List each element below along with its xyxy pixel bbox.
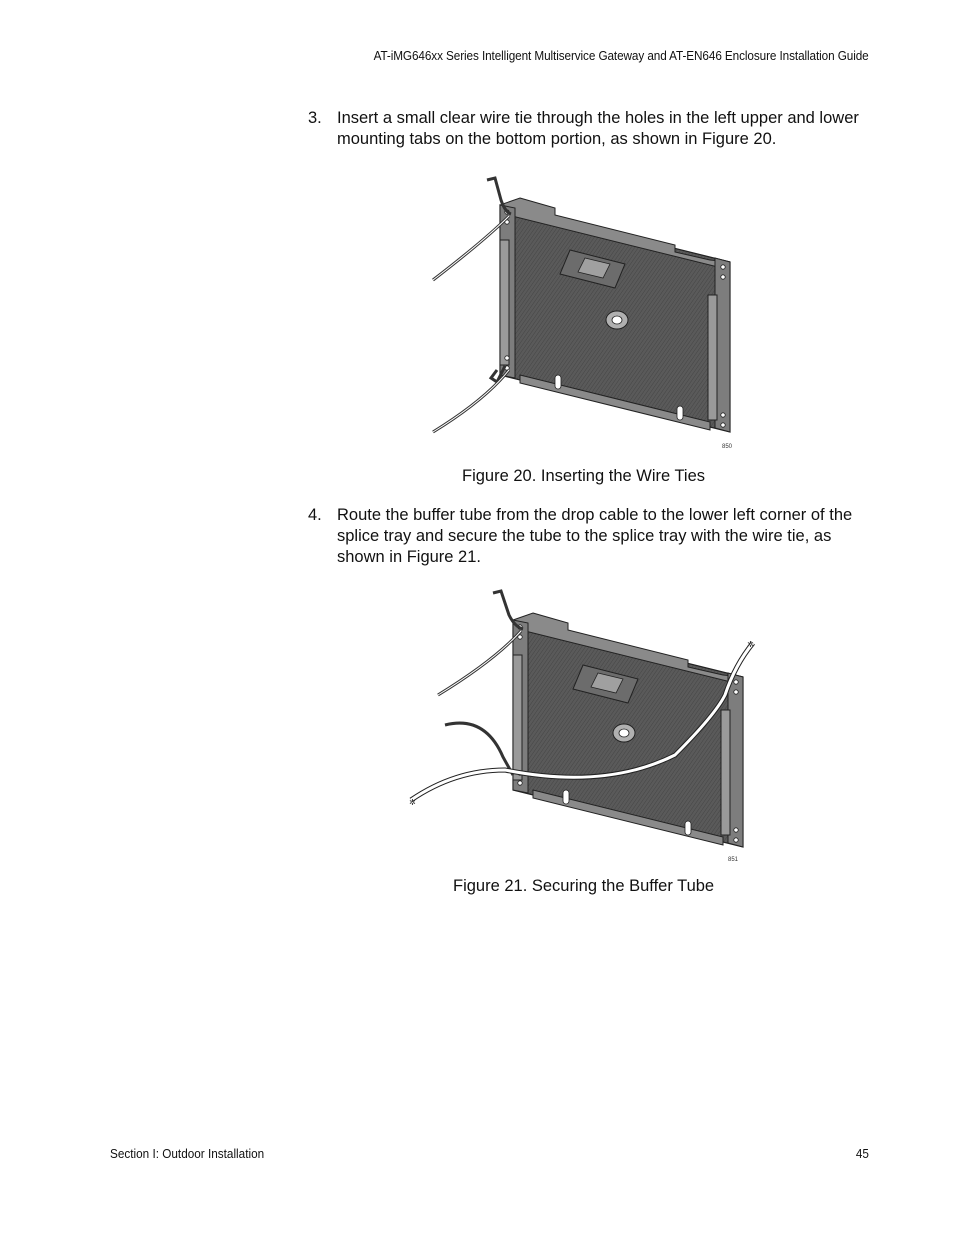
right-rail	[721, 710, 730, 835]
step-number: 3.	[308, 109, 322, 127]
left-rail	[500, 240, 509, 365]
page-number: 45	[855, 1147, 869, 1161]
running-header: AT-iMG646xx Series Intelligent Multiservice Gateway and AT-EN646 Enclosure Installation Guide	[373, 49, 869, 63]
lower-wire-tie	[445, 723, 513, 775]
figure-20-wire-ties-illustration	[425, 170, 755, 455]
right-rail	[708, 295, 717, 420]
step-text: Insert a small clear wire tie through the holes in the left upper and lower mounting tabs on the bottom portion, as shown in Figure 20.	[337, 109, 859, 148]
svg-text:✲: ✲	[747, 640, 754, 649]
left-rail	[513, 655, 522, 780]
upper-wire-tie	[438, 591, 523, 695]
step-text: Route the buffer tube from the drop cable to the lower left corner of the splice tray and secure the tube to the splice tray with the wire tie, as shown in Figure 21.	[337, 506, 853, 566]
upper-wire-tie	[433, 178, 511, 280]
figure-21-caption: Figure 21. Securing the Buffer Tube	[453, 877, 715, 895]
figure-code: 850	[722, 444, 733, 450]
step-number: 4.	[308, 506, 322, 524]
step-4	[308, 505, 873, 568]
lower-wire-tie	[433, 366, 509, 432]
svg-text:✲: ✲	[409, 798, 416, 807]
figure-20-caption: Figure 20. Inserting the Wire Ties	[462, 467, 706, 485]
step-3	[308, 108, 873, 150]
footer-section: Section I: Outdoor Installation	[110, 1147, 265, 1161]
figure-21-buffer-tube-illustration	[405, 585, 760, 870]
figure-code: 851	[728, 857, 739, 863]
